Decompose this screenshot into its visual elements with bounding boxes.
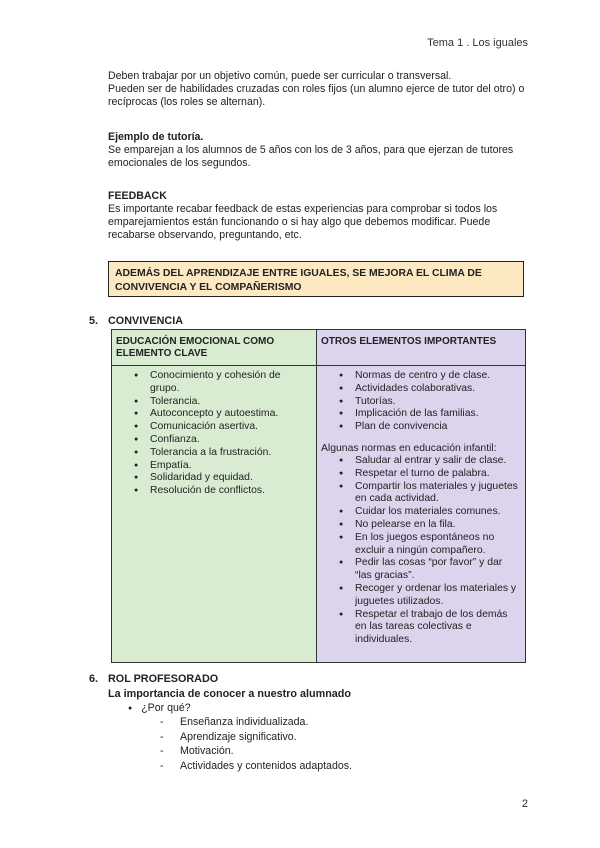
why-question: ¿Por qué? xyxy=(141,702,191,714)
convivencia-table xyxy=(111,329,526,663)
list-item: ● Respetar el turno de palabra. xyxy=(355,468,521,481)
reasons-list xyxy=(160,715,352,774)
list-item: - Actividades y contenidos adaptados. xyxy=(160,759,352,774)
list-item: - Enseñanza individualizada. xyxy=(160,715,352,730)
intro-line-2: Pueden ser de habilidades cruzadas con roles fijos (un alumno ejerce de tutor del otro) o recíprocas (los roles se alternan). xyxy=(108,83,525,108)
intro-line-1: Deben trabajar por un objetivo común, puede ser curricular o transversal. xyxy=(108,70,452,82)
list-item: ● Compartir los materiales y juguetes en cada actividad. xyxy=(355,481,521,507)
section-5-title: CONVIVENCIA xyxy=(108,315,183,327)
intro-paragraph xyxy=(108,70,528,109)
table-header-emotional: EDUCACIÓN EMOCIONAL COMO ELEMENTO CLAVE xyxy=(112,330,317,366)
list-item: ● Conocimiento y cohesión de grupo. xyxy=(150,370,312,396)
list-item: ● No pelearse en la fila. xyxy=(355,519,521,532)
page-number: 2 xyxy=(521,798,528,810)
feedback-title: FEEDBACK xyxy=(108,190,167,202)
norms-list xyxy=(321,455,521,647)
table-header-other: OTROS ELEMENTOS IMPORTANTES xyxy=(317,330,526,366)
section-5-number: 5. xyxy=(89,315,99,327)
norms-subtitle: Algunas normas en educación infantil: xyxy=(321,442,497,454)
running-header: Tema 1 . Los iguales xyxy=(427,37,528,49)
table-cell-other xyxy=(317,366,526,663)
bullet-icon: ● xyxy=(128,705,133,712)
table-cell-emotional xyxy=(112,366,317,663)
list-item: ● Actividades colaborativas. xyxy=(355,383,521,396)
example-block xyxy=(108,131,528,170)
section-6-title: ROL PROFESORADO xyxy=(108,673,219,685)
feedback-block xyxy=(108,190,528,242)
list-item: ● Saludar al entrar y salir de clase. xyxy=(355,455,521,468)
list-item: ● Tolerancia a la frustración. xyxy=(150,447,312,460)
list-item: ● Respetar el trabajo de los demás en las tareas colectivas e individuales. xyxy=(355,609,521,647)
list-item: ● En los juegos espontáneos no excluir a ningún compañero. xyxy=(355,532,521,558)
list-item: ● Plan de convivencia xyxy=(355,421,521,434)
callout-box: ADEMÁS DEL APRENDIZAJE ENTRE IGUALES, SE MEJORA EL CLIMA DE CONVIVENCIA Y EL COMPAÑERISMO xyxy=(108,261,524,297)
example-title: Ejemplo de tutoría. xyxy=(108,131,204,143)
list-item: ● Confianza. xyxy=(150,434,312,447)
section-6-number: 6. xyxy=(89,673,99,685)
list-item: ● Comunicación asertiva. xyxy=(150,421,312,434)
list-item: - Motivación. xyxy=(160,744,352,759)
list-item: ● Solidaridad y equidad. xyxy=(150,472,312,485)
why-bullet xyxy=(128,702,191,716)
list-item: ● Autoconcepto y autoestima. xyxy=(150,408,312,421)
example-text: Se emparejan a los alumnos de 5 años con los de 3 años, para que ejerzan de tutores emocionales de los segundos. xyxy=(108,144,514,169)
list-item: ● Tutorías. xyxy=(355,396,521,409)
section-6-subtitle: La importancia de conocer a nuestro alumnado xyxy=(108,688,351,700)
other-elements-list xyxy=(321,370,521,434)
list-item: - Aprendizaje significativo. xyxy=(160,730,352,745)
emotional-list xyxy=(116,370,312,498)
list-item: ● Tolerancia. xyxy=(150,396,312,409)
list-item: ● Recoger y ordenar los materiales y juguetes utilizados. xyxy=(355,583,521,609)
list-item: ● Normas de centro y de clase. xyxy=(355,370,521,383)
feedback-text: Es importante recabar feedback de estas experiencias para comprobar si todos los emparejamientos están funcionando o si hay algo que debemos modificar. Puede recabarse observando, preguntando, etc. xyxy=(108,203,498,241)
list-item: ● Implicación de las familias. xyxy=(355,408,521,421)
list-item: ● Cuidar los materiales comunes. xyxy=(355,506,521,519)
list-item: ● Pedir las cosas “por favor” y dar “las gracias”. xyxy=(355,557,521,583)
list-item: ● Resolución de conflictos. xyxy=(150,485,312,498)
list-item: ● Empatía. xyxy=(150,460,312,473)
